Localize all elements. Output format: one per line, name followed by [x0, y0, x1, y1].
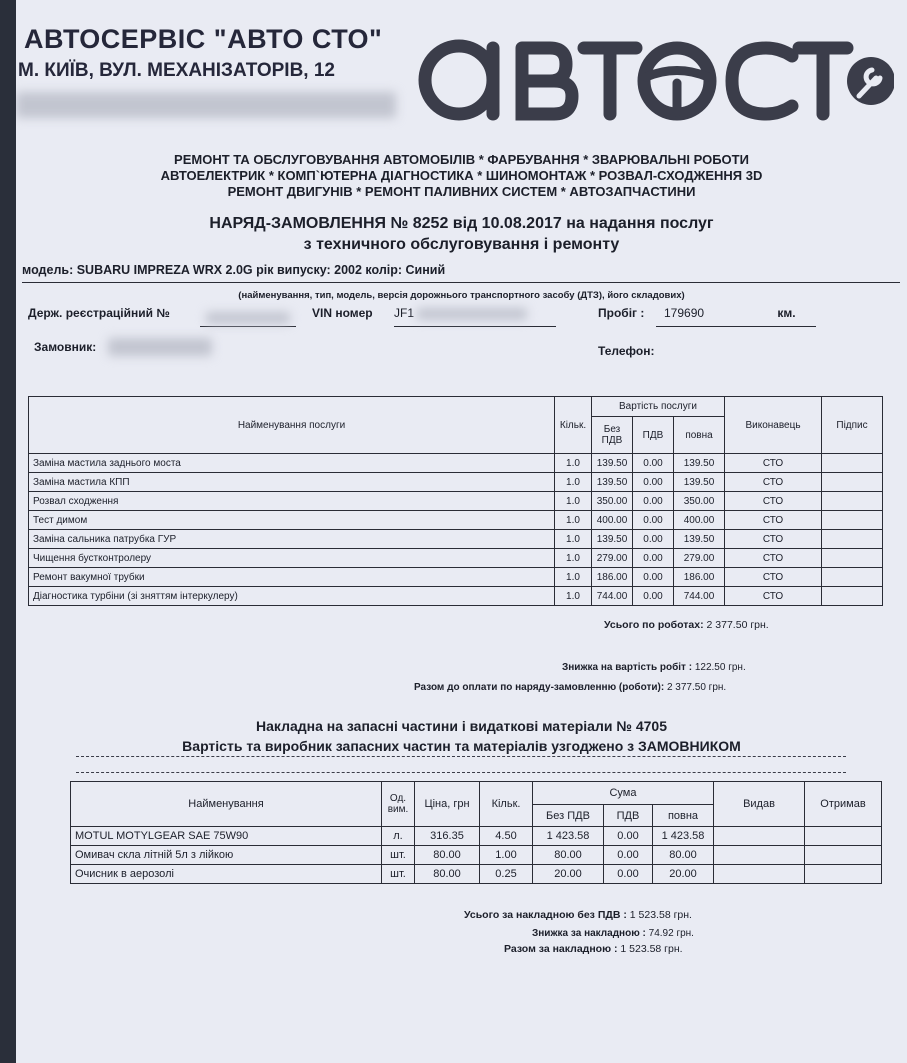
- dashed-divider-top: [76, 756, 846, 757]
- item-received: [805, 865, 882, 884]
- service-qty: 1.0: [555, 530, 592, 549]
- service-executor: СТО: [725, 587, 822, 606]
- col-cost-group: Вартість послуги: [592, 397, 725, 417]
- redacted-contacts: [16, 92, 396, 118]
- item-qty: 1.00: [480, 846, 533, 865]
- services-payable: [414, 682, 726, 693]
- service-vat: 0.00: [633, 454, 674, 473]
- service-vat: 0.00: [633, 549, 674, 568]
- service-row: [29, 549, 883, 568]
- service-no-vat: 139.50: [592, 473, 633, 492]
- service-qty: 1.0: [555, 511, 592, 530]
- services-total-label: Усього по роботах:: [604, 619, 704, 631]
- service-no-vat: 139.50: [592, 530, 633, 549]
- services-table-body: [29, 454, 883, 606]
- service-name: Тест димом: [29, 511, 555, 530]
- service-vat: 0.00: [633, 530, 674, 549]
- mileage-label: Пробіг :: [598, 306, 645, 320]
- redacted-vin: [417, 308, 527, 320]
- order-title: НАРЯД-ЗАМОВЛЕННЯ № 8252 від 10.08.2017 на надання послуг: [209, 215, 714, 232]
- col-signature: Підпис: [822, 397, 883, 454]
- services-total-value: 2 377.50 грн.: [706, 619, 769, 631]
- service-signature: [822, 530, 883, 549]
- services-banner: [16, 152, 907, 200]
- services-line-3: РЕМОНТ ДВИГУНІВ * РЕМОНТ ПАЛИВНИХ СИСТЕМ * АВТОЗАПЧАСТИНИ: [227, 184, 696, 199]
- invoice-row: [71, 846, 882, 865]
- service-vat: 0.00: [633, 587, 674, 606]
- col-received: Отримав: [805, 782, 882, 827]
- service-qty: 1.0: [555, 568, 592, 587]
- service-row: [29, 454, 883, 473]
- services-payable-label: Разом до оплати по наряду-замовленню (роботи):: [414, 682, 665, 693]
- col-executor: Виконавець: [725, 397, 822, 454]
- service-signature: [822, 568, 883, 587]
- item-name: Очисник в аерозолі: [71, 865, 382, 884]
- vin-label: VIN номер: [312, 306, 373, 320]
- item-sum-full: 80.00: [653, 846, 714, 865]
- company-name: АВТОСЕРВІС "АВТО СТО": [24, 24, 383, 54]
- invoice-discount-label: Знижка за накладною :: [532, 928, 646, 939]
- service-name: Розвал сходження: [29, 492, 555, 511]
- mileage-field: [656, 306, 816, 327]
- item-received: [805, 846, 882, 865]
- service-row: [29, 473, 883, 492]
- invoice-payable: [504, 943, 683, 955]
- order-sheet: [16, 0, 907, 1063]
- service-signature: [822, 587, 883, 606]
- col-qty: Кільк.: [555, 397, 592, 454]
- services-line-2: АВТОЕЛЕКТРИК * КОМП`ЮТЕРНА ДІАГНОСТИКА * ШИНОМОНТАЖ * РОЗВАЛ-СХОДЖЕННЯ 3D: [160, 168, 763, 183]
- services-discount-label: Знижка на вартість робіт :: [562, 662, 693, 673]
- col-item-name: Найменування: [71, 782, 382, 827]
- avto-sto-logo: [414, 28, 894, 128]
- vehicle-caption: (найменування, тип, модель, версія дорожнього транспортного засобу (ДТЗ), його складових): [238, 290, 685, 301]
- item-unit: шт.: [382, 865, 415, 884]
- service-name: Заміна сальника патрубка ГУР: [29, 530, 555, 549]
- mileage-unit: км.: [777, 306, 796, 320]
- services-discount: [562, 662, 746, 673]
- invoice-total-value: 1 523.58 грн.: [629, 909, 692, 921]
- service-executor: СТО: [725, 454, 822, 473]
- service-executor: СТО: [725, 473, 822, 492]
- service-name: Діагностика турбіни (зі зняттям інтеркулеру): [29, 587, 555, 606]
- col-sum-vat: ПДВ: [604, 805, 653, 827]
- service-executor: СТО: [725, 530, 822, 549]
- services-table: [28, 396, 883, 606]
- service-name: Чищення бустконтролеру: [29, 549, 555, 568]
- invoice-discount: [532, 928, 694, 939]
- services-line-1: РЕМОНТ ТА ОБСЛУГОВУВАННЯ АВТОМОБІЛІВ * ФАРБУВАННЯ * ЗВАРЮВАЛЬНІ РОБОТИ: [174, 152, 749, 167]
- customer-label: Замовник:: [34, 340, 97, 354]
- service-qty: 1.0: [555, 549, 592, 568]
- invoice-table-header-row: [71, 782, 882, 805]
- service-full: 350.00: [674, 492, 725, 511]
- service-signature: [822, 492, 883, 511]
- col-full: повна: [674, 417, 725, 454]
- item-qty: 4.50: [480, 827, 533, 846]
- col-sum-group: Сума: [533, 782, 714, 805]
- service-executor: СТО: [725, 568, 822, 587]
- service-no-vat: 744.00: [592, 587, 633, 606]
- item-name: MOTUL MOTYLGEAR SAE 75W90: [71, 827, 382, 846]
- item-unit: л.: [382, 827, 415, 846]
- mileage-value: 179690: [664, 306, 705, 320]
- col-vat: ПДВ: [633, 417, 674, 454]
- service-full: 744.00: [674, 587, 725, 606]
- col-sum-full: повна: [653, 805, 714, 827]
- service-name: Заміна мастила заднього моста: [29, 454, 555, 473]
- invoice-payable-label: Разом за накладною :: [504, 943, 618, 955]
- col-unit: Од. вим.: [382, 782, 415, 827]
- invoice-title: Накладна на запасні частини і видаткові матеріали № 4705: [256, 718, 667, 734]
- item-sum-vat: 0.00: [604, 865, 653, 884]
- item-sum-full: 20.00: [653, 865, 714, 884]
- service-row: [29, 587, 883, 606]
- service-no-vat: 400.00: [592, 511, 633, 530]
- item-sum-vat: 0.00: [604, 846, 653, 865]
- reg-number-label: Держ. реєстраційний №: [28, 306, 170, 320]
- item-received: [805, 827, 882, 846]
- service-vat: 0.00: [633, 568, 674, 587]
- item-unit: шт.: [382, 846, 415, 865]
- service-qty: 1.0: [555, 587, 592, 606]
- invoice-payable-value: 1 523.58 грн.: [620, 943, 683, 955]
- services-discount-value: 122.50 грн.: [694, 662, 746, 673]
- item-price: 80.00: [415, 846, 480, 865]
- col-issued: Видав: [714, 782, 805, 827]
- service-vat: 0.00: [633, 473, 674, 492]
- phone-label: Телефон:: [598, 344, 655, 358]
- services-payable-value: 2 377.50 грн.: [666, 682, 727, 693]
- service-no-vat: 139.50: [592, 454, 633, 473]
- service-name: Заміна мастила КПП: [29, 473, 555, 492]
- invoice-total-label: Усього за накладною без ПДВ :: [464, 909, 627, 921]
- invoice-discount-value: 74.92 грн.: [648, 928, 694, 939]
- invoice-row: [71, 865, 882, 884]
- vin-field: [394, 306, 556, 327]
- redacted-customer: [108, 338, 212, 356]
- reg-number-field: [200, 312, 296, 327]
- item-issued: [714, 865, 805, 884]
- service-full: 279.00: [674, 549, 725, 568]
- service-signature: [822, 454, 883, 473]
- item-sum-no-vat: 20.00: [533, 865, 604, 884]
- service-executor: СТО: [725, 492, 822, 511]
- service-vat: 0.00: [633, 511, 674, 530]
- divider: [22, 282, 900, 283]
- service-no-vat: 350.00: [592, 492, 633, 511]
- service-executor: СТО: [725, 549, 822, 568]
- service-row: [29, 568, 883, 587]
- service-no-vat: 279.00: [592, 549, 633, 568]
- service-name: Ремонт вакумної трубки: [29, 568, 555, 587]
- item-name: Омивач скла літній 5л з лійкою: [71, 846, 382, 865]
- col-item-qty: Кільк.: [480, 782, 533, 827]
- service-row: [29, 530, 883, 549]
- company-address: М. КИЇВ, ВУЛ. МЕХАНІЗАТОРІВ, 12: [18, 60, 335, 81]
- service-vat: 0.00: [633, 492, 674, 511]
- invoice-table: [70, 781, 882, 884]
- service-full: 139.50: [674, 454, 725, 473]
- service-no-vat: 186.00: [592, 568, 633, 587]
- logo-graphic: [414, 28, 894, 128]
- services-total: [604, 619, 769, 631]
- item-issued: [714, 846, 805, 865]
- vin-value: JF1: [394, 306, 415, 320]
- service-qty: 1.0: [555, 473, 592, 492]
- dashed-divider-bottom: [76, 772, 846, 773]
- item-qty: 0.25: [480, 865, 533, 884]
- service-qty: 1.0: [555, 492, 592, 511]
- invoice-subtitle: Вартість та виробник запасних частин та матеріалів узгоджено з ЗАМОВНИКОМ: [182, 738, 741, 754]
- item-sum-vat: 0.00: [604, 827, 653, 846]
- service-executor: СТО: [725, 511, 822, 530]
- invoice-total: [464, 909, 692, 921]
- item-price: 80.00: [415, 865, 480, 884]
- services-table-header-row: [29, 397, 883, 417]
- col-sum-no-vat: Без ПДВ: [533, 805, 604, 827]
- service-row: [29, 492, 883, 511]
- item-sum-no-vat: 80.00: [533, 846, 604, 865]
- service-full: 139.50: [674, 473, 725, 492]
- redacted-reg-number: [206, 312, 290, 324]
- service-signature: [822, 511, 883, 530]
- item-price: 316.35: [415, 827, 480, 846]
- item-sum-no-vat: 1 423.58: [533, 827, 604, 846]
- item-issued: [714, 827, 805, 846]
- invoice-table-body: [71, 827, 882, 884]
- item-sum-full: 1 423.58: [653, 827, 714, 846]
- service-signature: [822, 473, 883, 492]
- vehicle-model-line: модель: SUBARU IMPREZA WRX 2.0G рік випуску: 2002 колір: Синий: [22, 263, 446, 277]
- service-row: [29, 511, 883, 530]
- order-subtitle: з техничного обслуговування і ремонту: [303, 236, 620, 253]
- col-no-vat: Без ПДВ: [592, 417, 633, 454]
- service-full: 186.00: [674, 568, 725, 587]
- col-price: Ціна, грн: [415, 782, 480, 827]
- service-full: 400.00: [674, 511, 725, 530]
- service-qty: 1.0: [555, 454, 592, 473]
- service-full: 139.50: [674, 530, 725, 549]
- col-service-name: Найменування послуги: [29, 397, 555, 454]
- service-signature: [822, 549, 883, 568]
- invoice-row: [71, 827, 882, 846]
